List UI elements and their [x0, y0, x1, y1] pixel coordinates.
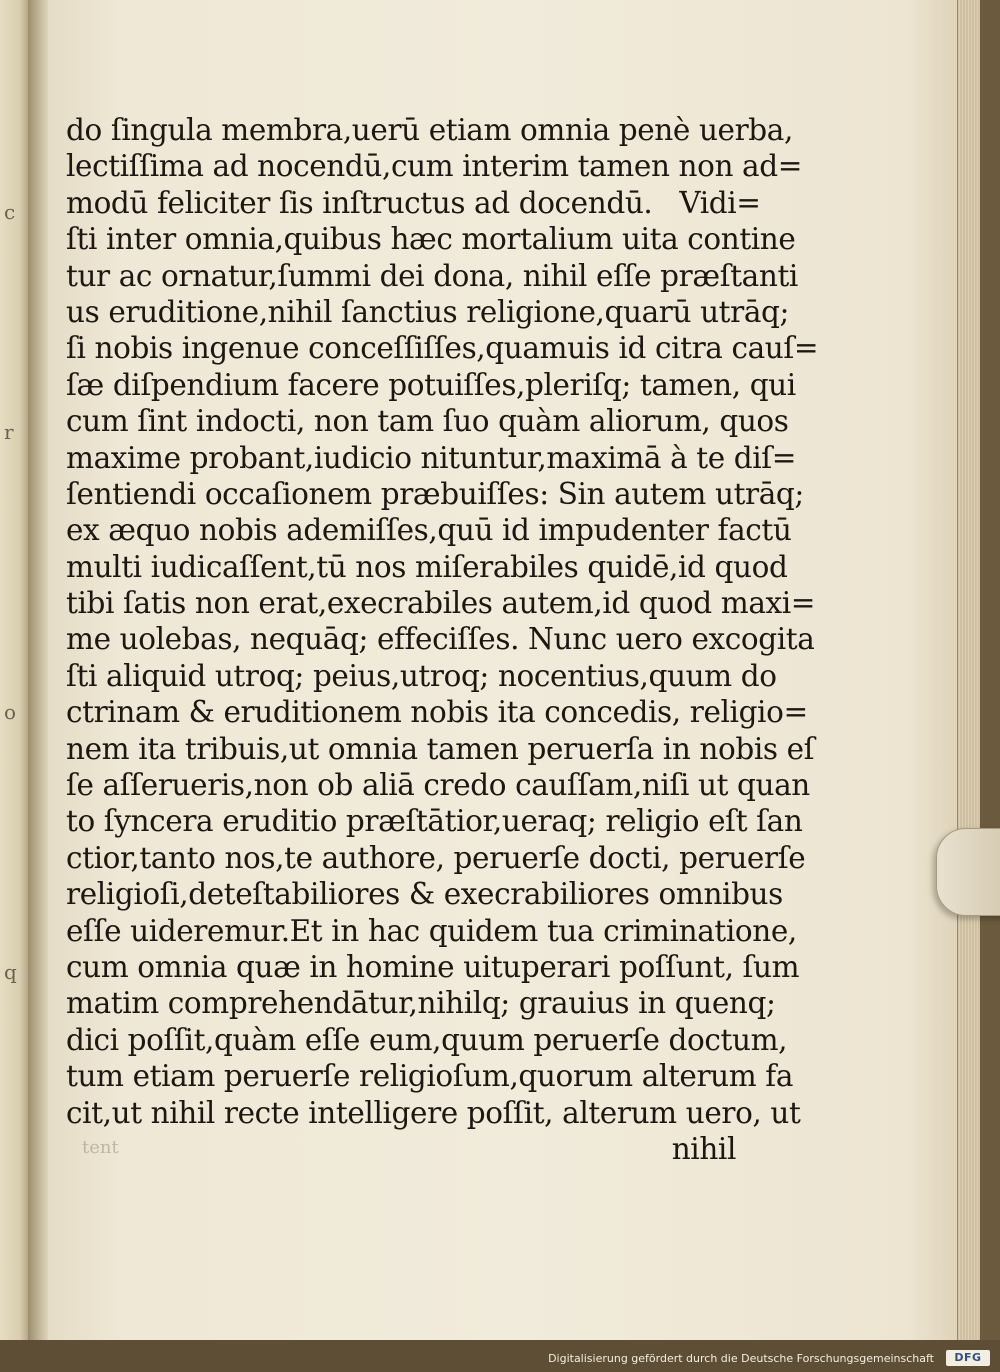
text-line: ſti inter omnia,quibus hæc mortalium uita contine	[66, 222, 796, 257]
facing-page-fragment: r	[4, 420, 14, 444]
text-line: cum ſint indocti, non tam ſuo quàm aliorum, quos	[66, 404, 789, 439]
text-line: cit,ut nihil recte intelligere poſſit, alterum uero, ut	[66, 1095, 801, 1130]
text-line: nem ita tribuis,ut omnia tamen peruerſa in nobis eſ	[66, 731, 815, 766]
facing-page-fragment: c	[4, 200, 16, 224]
show-through-text: tent	[82, 1137, 119, 1158]
text-line: me uolebas, nequāq; effeciſſes. Nunc uero excogita	[66, 622, 815, 657]
text-line: matim comprehendātur,nihilq; grauius in quenq;	[66, 986, 776, 1021]
page-stack-edge	[957, 0, 980, 1340]
text-line: tibi ſatis non erat,execrabiles autem,id quod maxi=	[66, 586, 816, 621]
text-line: ex æquo nobis ademiſſes,quū id impudenter factū	[66, 513, 792, 548]
text-line: ctrinam & eruditionem nobis ita concedis, religio=	[66, 695, 808, 730]
text-line: ſentiendi occaſionem præbuiſſes: Sin autem utrāq;	[66, 476, 804, 511]
facing-page-edge	[0, 0, 29, 1340]
text-line: lectiſſima ad nocendū,cum interim tamen non ad=	[66, 149, 803, 184]
facing-page-fragment: o	[4, 700, 17, 724]
facing-page-fragment: q	[4, 960, 17, 984]
text-line: tum etiam peruerſe religioſum,quorum alterum fa	[66, 1059, 794, 1094]
dfg-logo: DFG	[946, 1350, 990, 1366]
text-line: ſe aſſerueris,non ob aliā credo cauſſam,niſi ut quan	[66, 768, 810, 803]
page-clamp	[936, 828, 1000, 916]
text-line: tur ac ornatur,ſummi dei dona, nihil eſſe præſtanti	[66, 258, 798, 293]
text-line: eſſe uideremur.Et in hac quidem tua criminatione,	[66, 913, 797, 948]
text-line: ctior,tanto nos,te authore, peruerſe docti, peruerſe	[66, 840, 806, 875]
text-line: cum omnia quæ in homine uituperari poſſunt, ſum	[66, 949, 800, 984]
text-line: ſæ diſpendium facere potuiſſes,pleriſq; tamen, qui	[66, 367, 796, 402]
text-line: ſi nobis ingenue conceſſiſſes,quamuis id citra cauſ=	[66, 331, 819, 366]
text-line: maxime probant,iudicio nituntur,maximā à te diſ=	[66, 440, 797, 475]
text-line: religioſi,deteſtabiliores & execrabiliores omnibus	[66, 877, 783, 912]
text-line: ſti aliquid utroq; peius,utroq; nocentius,quum do	[66, 658, 777, 693]
text-line: nihil	[671, 1131, 736, 1166]
text-line: us eruditione,nihil ſanctius religione,quarū utrāq;	[66, 294, 790, 329]
text-line: multi iudicaſſent,tū nos miſerabiles quidē,id quod	[66, 549, 788, 584]
text-line: to ſyncera eruditio præſtātior,ueraq; religio eſt ſan	[66, 804, 803, 839]
page-text-block	[66, 112, 819, 1167]
text-line: dici poſſit,quàm eſſe eum,quum peruerſe doctum,	[66, 1022, 788, 1057]
text-line: modū feliciter ſis inſtructus ad docendū. Vidi=	[66, 185, 761, 220]
digitization-credit: Digitalisierung gefördert durch die Deutsche Forschungsgemeinschaft	[548, 1352, 934, 1365]
text-line: do ſingula membra,uerū etiam omnia penè uerba,	[66, 113, 793, 147]
